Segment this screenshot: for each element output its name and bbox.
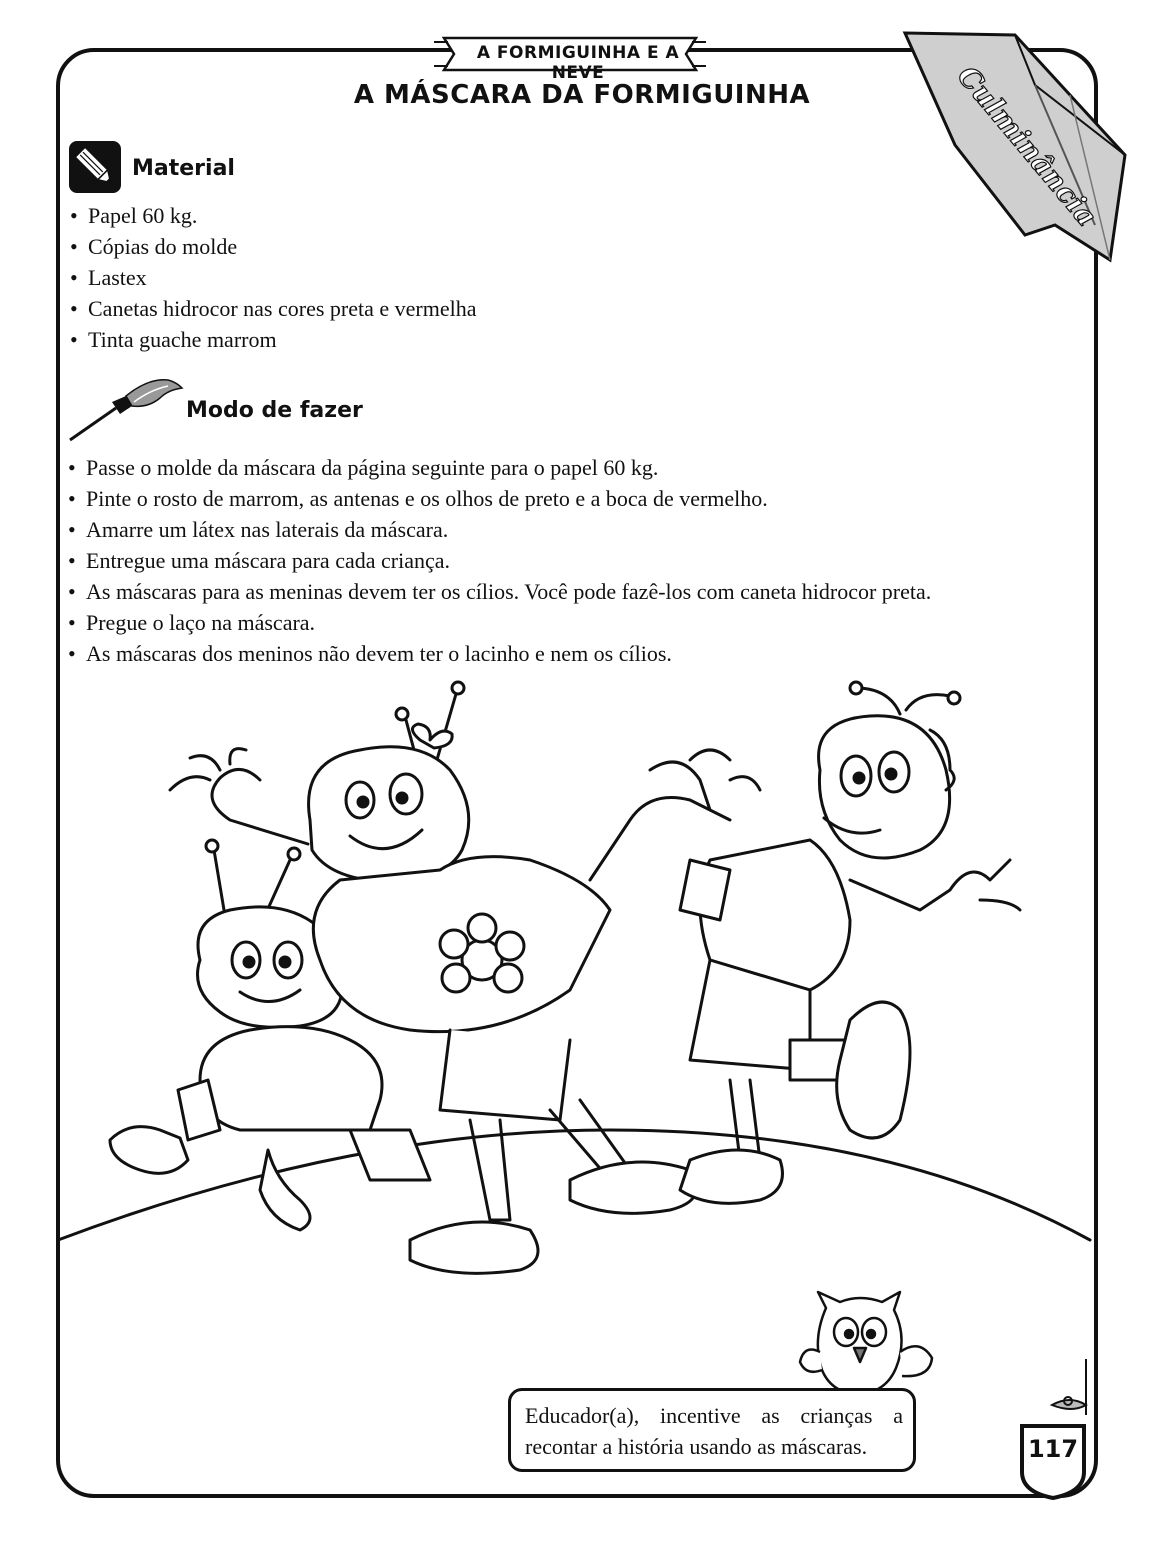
list-item: • Passe o molde da máscara da página seguinte para o papel 60 kg. (68, 452, 931, 483)
page-title: A MÁSCARA DA FORMIGUINHA (353, 80, 811, 110)
pencil-icon (68, 140, 122, 194)
list-item: • Lastex (70, 262, 477, 293)
list-item: • Cópias do molde (70, 231, 477, 262)
note-line-2: recontar a história usando as máscaras. (525, 1434, 868, 1459)
steps-list (68, 452, 931, 669)
list-item: • Pinte o rosto de marrom, as antenas e os olhos de preto e a boca de vermelho. (68, 483, 931, 514)
educator-note (508, 1388, 916, 1472)
corner-ornament (1042, 1355, 1098, 1425)
page-number: 117 (1027, 1435, 1079, 1463)
list-item: • Papel 60 kg. (70, 200, 477, 231)
ant-children-illustration (50, 660, 1114, 1360)
list-item: • Amarre um látex nas laterais da máscara. (68, 514, 931, 545)
note-line-1: Educador(a), incentive as crianças a (525, 1403, 903, 1428)
modo-heading: Modo de fazer (186, 398, 363, 423)
corner-ribbon-label: Culminância (950, 59, 1104, 233)
list-item: • Tinta guache marrom (70, 324, 477, 355)
list-item: • Pregue o laço na máscara. (68, 607, 931, 638)
list-item: • Entregue uma máscara para cada criança. (68, 545, 931, 576)
list-item: • As máscaras dos meninos não devem ter o lacinho e nem os cílios. (68, 638, 931, 669)
list-item: • Canetas hidrocor nas cores preta e vermelha (70, 293, 477, 324)
list-item: • As máscaras para as meninas devem ter os cílios. Você pode fazê-los com caneta hidrocor preta. (68, 576, 931, 607)
paintbrush-icon (64, 372, 188, 444)
banner-text: A FORMIGUINHA E A NEVE (476, 43, 680, 83)
material-heading: Material (132, 156, 235, 181)
material-list (70, 200, 477, 355)
